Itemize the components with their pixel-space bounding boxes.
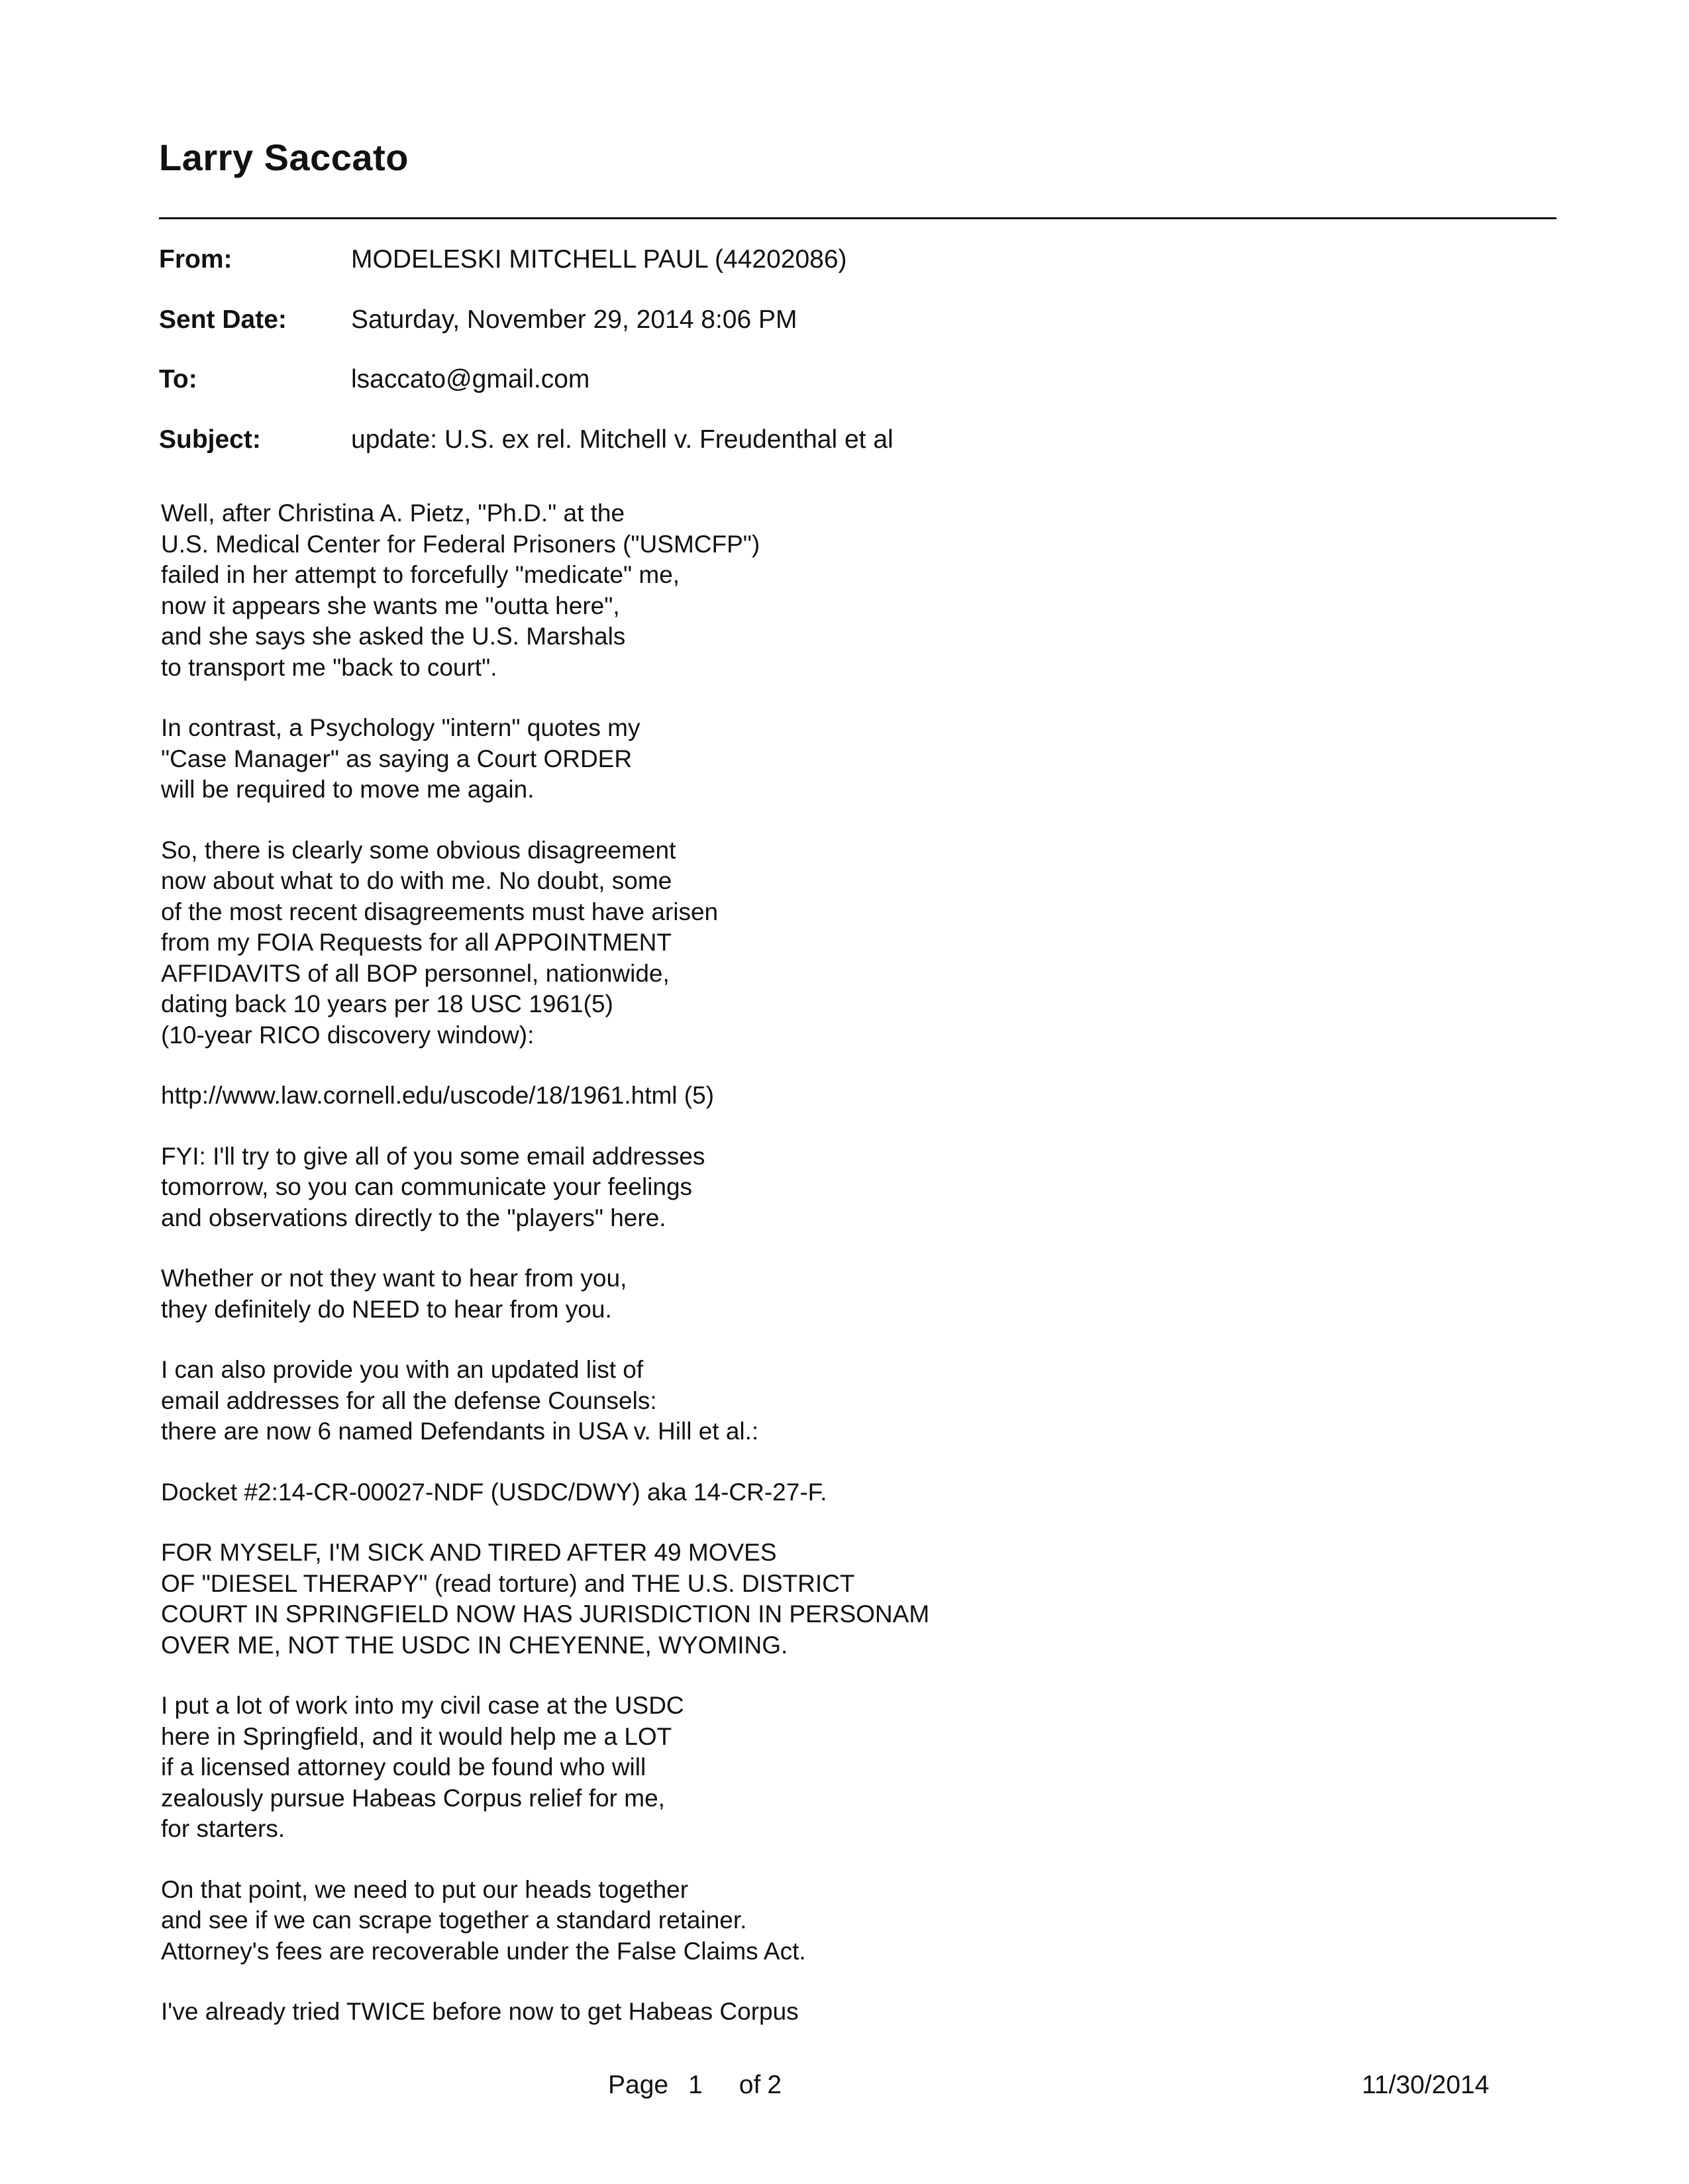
- sent-date-label: Sent Date:: [159, 305, 287, 334]
- page-word: Page: [608, 2071, 669, 2099]
- body-paragraph: [161, 1997, 1419, 2028]
- subject-value: update: U.S. ex rel. Mitchell v. Freudenthal et al: [351, 425, 894, 454]
- body-line: Well, after Christina A. Pietz, "Ph.D." at the: [161, 499, 625, 527]
- email-header-sent-date: [159, 300, 1550, 340]
- body-line: failed in her attempt to forcefully "medicate" me,: [161, 561, 680, 588]
- from-label: From:: [159, 245, 232, 274]
- body-paragraph: [161, 1690, 1419, 1845]
- body-line: OF "DIESEL THERAPY" (read torture) and THE U.S. DISTRICT: [161, 1569, 855, 1597]
- to-label: To:: [159, 365, 197, 393]
- sent-date-value: Saturday, November 29, 2014 8:06 PM: [351, 305, 797, 334]
- body-line: Docket #2:14-CR-00027-NDF (USDC/DWY) aka 14-CR-27-F.: [161, 1478, 827, 1506]
- email-header-from: [159, 240, 1550, 280]
- page-current: 1: [688, 2071, 703, 2099]
- email-header-subject: [159, 420, 1550, 460]
- body-line: now it appears she wants me "outta here",: [161, 592, 620, 619]
- body-line: and see if we can scrape together a standard retainer.: [161, 1906, 747, 1934]
- body-paragraph: [161, 1080, 1419, 1112]
- title-divider: [159, 217, 1557, 219]
- print-date: 11/30/2014: [1362, 2071, 1490, 2099]
- body-line: (10-year RICO discovery window):: [161, 1021, 535, 1049]
- body-line: if a licensed attorney could be found who will: [161, 1753, 646, 1781]
- body-line: Whether or not they want to hear from you,: [161, 1265, 627, 1292]
- body-line: COURT IN SPRINGFIELD NOW HAS JURISDICTION IN PERSONAM: [161, 1600, 930, 1628]
- body-line: I've already tried TWICE before now to get Habeas Corpus: [161, 1998, 799, 2025]
- body-line: AFFIDAVITS of all BOP personnel, nationwide,: [161, 959, 670, 987]
- body-line: I can also provide you with an updated list of: [161, 1356, 644, 1383]
- body-line: FYI: I'll try to give all of you some email addresses: [161, 1142, 705, 1170]
- body-line: there are now 6 named Defendants in USA v. Hill et al.:: [161, 1418, 759, 1445]
- body-paragraph: [161, 1875, 1419, 1967]
- body-line: On that point, we need to put our heads together: [161, 1875, 689, 1903]
- body-paragraph: [161, 1355, 1419, 1447]
- body-line: email addresses for all the defense Counsels:: [161, 1386, 657, 1414]
- body-line: now about what to do with me. No doubt, some: [161, 867, 672, 894]
- body-line: dating back 10 years per 18 USC 1961(5): [161, 990, 613, 1017]
- body-line: and she says she asked the U.S. Marshals: [161, 623, 626, 650]
- body-line: In contrast, a Psychology "intern" quotes my: [161, 714, 640, 741]
- body-line: zealously pursue Habeas Corpus relief for me,: [161, 1784, 665, 1812]
- body-line: http://www.law.cornell.edu/uscode/18/1961.html (5): [161, 1082, 715, 1109]
- body-paragraph: [161, 1263, 1419, 1325]
- page-number: [608, 2065, 782, 2105]
- body-paragraph: [161, 498, 1419, 683]
- to-value: lsaccato@gmail.com: [351, 365, 590, 393]
- from-value: MODELESKI MITCHELL PAUL (44202086): [351, 245, 847, 274]
- body-line: Attorney's fees are recoverable under the False Claims Act.: [161, 1937, 806, 1965]
- body-line: from my FOIA Requests for all APPOINTMENT: [161, 929, 672, 956]
- page-title: Larry Saccato: [159, 136, 409, 178]
- body-line: and observations directly to the "players" here.: [161, 1204, 666, 1231]
- email-body: [161, 498, 1419, 2057]
- body-line: I put a lot of work into my civil case at the USDC: [161, 1692, 684, 1719]
- body-line: they definitely do NEED to hear from you.: [161, 1295, 612, 1323]
- body-line: tomorrow, so you can communicate your feelings: [161, 1173, 693, 1200]
- body-paragraph: [161, 1141, 1419, 1234]
- subject-label: Subject:: [159, 425, 261, 454]
- body-line: "Case Manager" as saying a Court ORDER: [161, 745, 633, 772]
- body-paragraph: [161, 835, 1419, 1051]
- body-line: U.S. Medical Center for Federal Prisoners ("USMCFP"): [161, 530, 760, 558]
- email-header-to: [159, 360, 1550, 399]
- body-paragraph: [161, 713, 1419, 806]
- body-line: So, there is clearly some obvious disagreement: [161, 836, 676, 864]
- body-paragraph: [161, 1477, 1419, 1508]
- body-paragraph: [161, 1537, 1419, 1661]
- body-line: to transport me "back to court".: [161, 653, 497, 681]
- body-line: OVER ME, NOT THE USDC IN CHEYENNE, WYOMING.: [161, 1631, 788, 1659]
- body-line: will be required to move me again.: [161, 776, 535, 803]
- page-total: 2: [767, 2071, 782, 2099]
- body-line: FOR MYSELF, I'M SICK AND TIRED AFTER 49 MOVES: [161, 1539, 777, 1566]
- body-line: for starters.: [161, 1815, 285, 1842]
- body-line: here in Springfield, and it would help me a LOT: [161, 1722, 672, 1750]
- page-of-word: of: [739, 2071, 761, 2099]
- body-line: of the most recent disagreements must have arisen: [161, 898, 719, 925]
